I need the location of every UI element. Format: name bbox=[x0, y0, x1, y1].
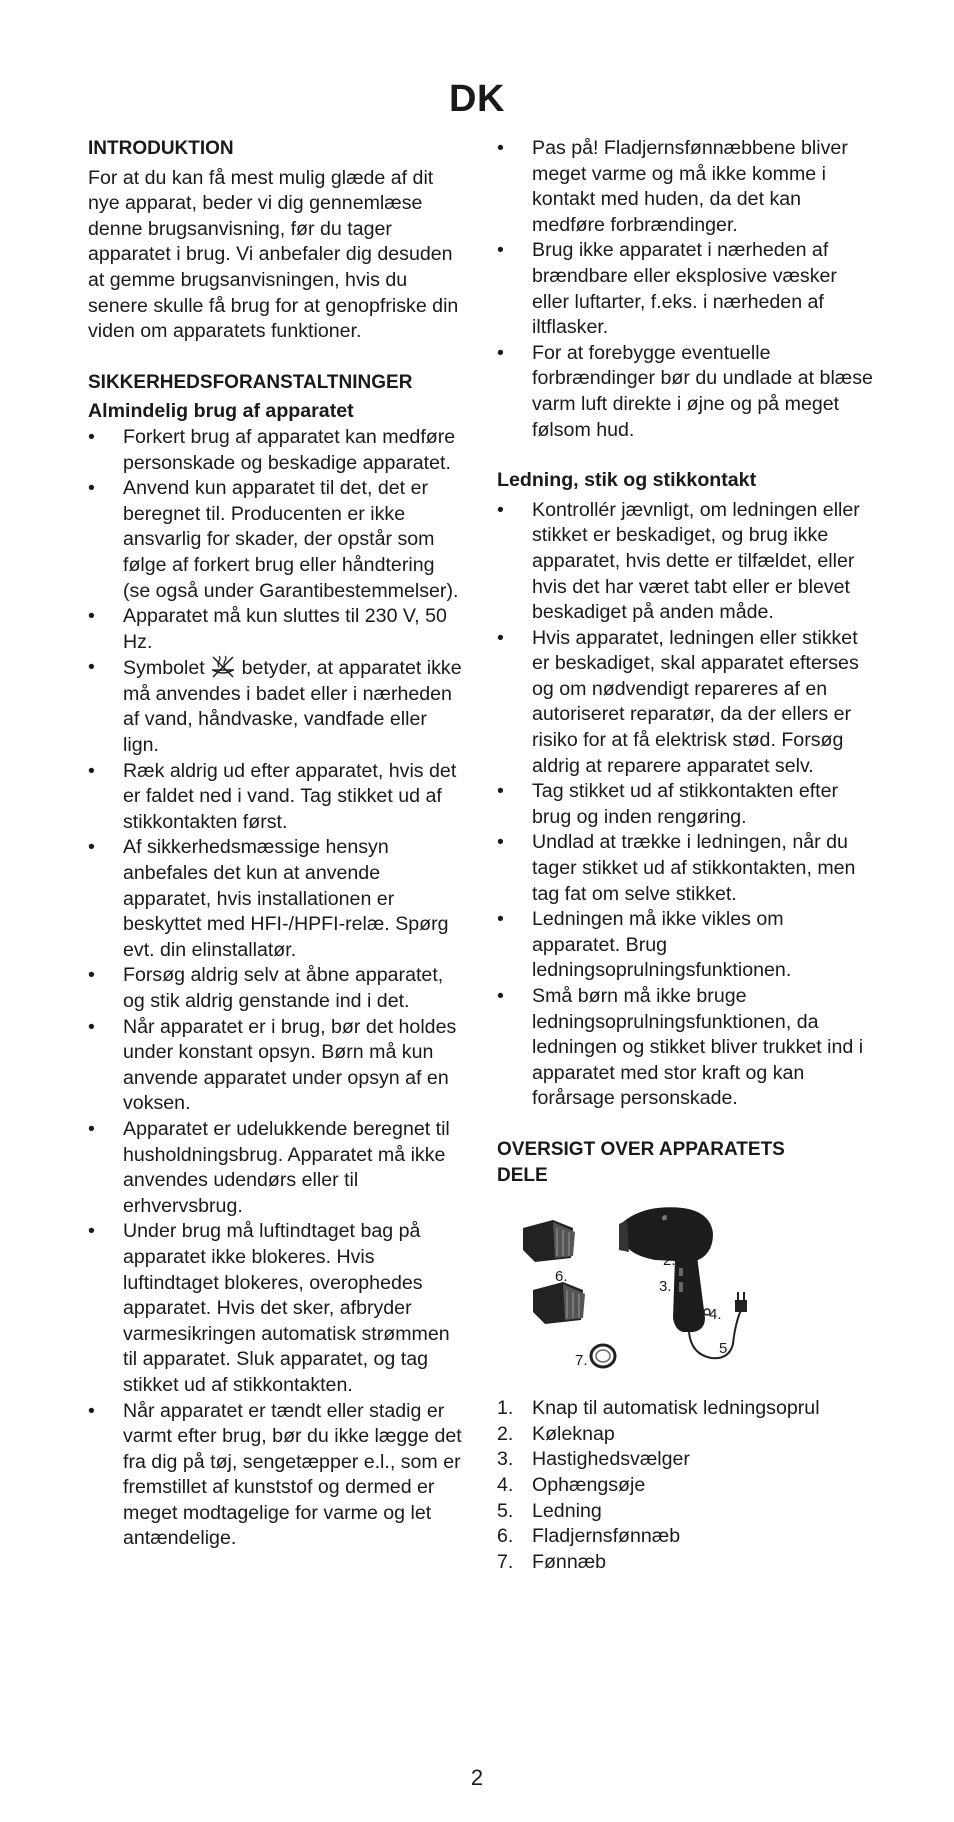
list-item: 3. Hastighedsvælger bbox=[497, 1448, 690, 1471]
bullet-icon: • bbox=[88, 1117, 95, 1140]
list-item: 4. Ophængsøje bbox=[497, 1473, 646, 1496]
cord-heading: Ledning, stik og stikkontakt bbox=[497, 469, 757, 492]
list-item: • Apparatet er udelukkende beregnet til husholdningsbrug. Apparatet må ikke anvendes udendørs eller til erhvervsbrug. bbox=[88, 1117, 450, 1217]
list-item: • Under brug må luftindtaget bag på apparatet ikke blokeres. Hvis luftindtaget blokeres, overophedes apparatet. Hvis det sker, afbryder varmesikringen automatisk strømmen til apparatet. Sluk apparatet, og tag stikket ud af stikkontakten. bbox=[88, 1220, 450, 1396]
list-item: • For at forebygge eventuelle forbrændinger bør du undlade at blæse varm luft direkte i øjne og på meget følsom hud. bbox=[497, 341, 873, 441]
list-item: • Anvend kun apparatet til det, det er beregnet til. Producenten er ikke ansvarlig for skader, der opstår som følge af forkert brug eller håndtering (se også under Garantibestemmelser). bbox=[88, 477, 459, 602]
figure-label-2: 2. bbox=[663, 1252, 676, 1270]
intro-paragraph: For at du kan få mest mulig glæde af dit nye apparat, beder vi dig gennemlæse denne brugsanvisning, før du tager apparatet i brug. Vi anbefaler dig desuden at gemme brugsanvisningen, hvis du senere skulle få brug for at genopfriske din viden om apparatets funktioner. bbox=[88, 166, 459, 343]
bullet-icon: • bbox=[88, 1399, 95, 1422]
page-title: DK bbox=[449, 78, 505, 120]
bullet-icon: • bbox=[88, 759, 95, 782]
list-item: 6. Fladjernsfønnæb bbox=[497, 1525, 681, 1548]
list-item: • Undlad at trække i ledningen, når du tager stikket ud af stikkontakten, men tag fat om selve stikket. bbox=[497, 831, 856, 905]
figure-label-4: 4. bbox=[709, 1306, 722, 1324]
figure-label-7: 7. bbox=[575, 1352, 588, 1370]
figure-label-6: 6. bbox=[555, 1268, 568, 1286]
list-item: 7. Fønnæb bbox=[497, 1550, 607, 1573]
list-item: • Symbolet betyder, at apparatet ikke må anvendes i badet eller i nærheden af vand, håndvaske, vandfade eller lign. bbox=[88, 656, 462, 757]
general-use-subheading: Almindelig brug af apparatet bbox=[88, 400, 354, 423]
bullet-icon: • bbox=[497, 137, 504, 159]
bullet-icon: • bbox=[497, 626, 504, 649]
list-item: • Små børn må ikke bruge ledningsoprulningsfunktionen, da ledningen og stikket bliver trukket ind i apparatet med stor kraft og kan forårsage personskade. bbox=[497, 985, 864, 1110]
right-column bbox=[497, 136, 877, 1575]
nozzle-ring-image bbox=[591, 1345, 615, 1367]
intro-heading: INTRODUKTION bbox=[88, 138, 234, 159]
list-item: • Ræk aldrig ud efter apparatet, hvis det er faldet ned i vand. Tag stikket ud af stikkontakten først. bbox=[88, 759, 457, 833]
bullet-icon: • bbox=[88, 836, 95, 859]
bullet-icon: • bbox=[88, 1015, 95, 1038]
safety-heading: SIKKERHEDSFORANSTALTNINGER bbox=[88, 371, 413, 393]
list-item: • Tag stikket ud af stikkontakten efter brug og inden rengøring. bbox=[497, 780, 839, 828]
flat-iron-nozzle-image bbox=[523, 1220, 575, 1262]
list-item: 5. Ledning bbox=[497, 1499, 602, 1522]
list-item: 2. Køleknap bbox=[497, 1422, 615, 1445]
no-bath-icon bbox=[210, 655, 236, 679]
left-column bbox=[88, 136, 463, 1552]
bullet-icon: • bbox=[497, 780, 504, 803]
list-item: • Hvis apparatet, ledningen eller stikket er beskadiget, skal apparatet efterses og om nødvendigt repareres af en autoriseret reparatør, da der ellers er risiko for at få elektrisk stød. Forsøg aldrig at reparere apparatet selv. bbox=[497, 626, 859, 777]
list-item: • Forkert brug af apparatet kan medføre personskade og beskadige apparatet. bbox=[88, 425, 456, 474]
figure-label-1: 1. bbox=[663, 1208, 676, 1226]
bullet-icon: • bbox=[88, 656, 95, 679]
figure-label-5: 5. bbox=[719, 1340, 732, 1358]
list-item: • Forsøg aldrig selv at åbne apparatet, og stik aldrig genstande ind i det. bbox=[88, 964, 444, 1012]
figure-label-3: 3. bbox=[659, 1278, 672, 1296]
parts-heading: OVERSIGT OVER APPARATETS DELE bbox=[497, 1138, 785, 1186]
bullet-icon: • bbox=[497, 908, 504, 931]
bullet-icon: • bbox=[88, 425, 95, 448]
bullet-icon: • bbox=[497, 341, 504, 364]
list-item: • Når apparatet er tændt eller stadig er varmt efter brug, bør du ikke lægge det fra dig på tøj, sengetæpper e.l., som er fremstillet af kunststof og dermed er meget modtagelige for varme og let antændelige. bbox=[88, 1399, 462, 1550]
list-item: 1. Knap til automatisk ledningsoprul bbox=[497, 1397, 820, 1420]
list-item: • Brug ikke apparatet i nærheden af brændbare eller eksplosive væsker eller luftarter, f.eks. i nærheden af iltflasker. bbox=[497, 239, 837, 339]
cord-safety-list bbox=[497, 498, 877, 1112]
bullet-icon: • bbox=[497, 239, 504, 262]
bullet-icon: • bbox=[88, 1220, 95, 1243]
bullet-icon: • bbox=[497, 985, 504, 1007]
list-item: • Kontrollér jævnligt, om ledningen eller stikket er beskadiget, og brug ikke apparatet, hvis dette er tilfældet, eller hvis det har været tabt eller er blevet beskadiget på anden måde. bbox=[497, 498, 860, 624]
bullet-icon: • bbox=[497, 498, 504, 521]
parts-list bbox=[497, 1396, 877, 1575]
bullet-icon: • bbox=[88, 605, 95, 628]
bullet-icon: • bbox=[88, 964, 95, 987]
bullet-icon: • bbox=[88, 477, 95, 500]
parts-figure bbox=[515, 1198, 815, 1378]
list-item: • Når apparatet er i brug, bør det holdes under konstant opsyn. Børn må kun anvende apparatet under opsyn af en voksen. bbox=[88, 1015, 457, 1115]
list-item: • Pas på! Fladjernsfønnæbbene bliver meget varme og må ikke komme i kontakt med huden, da det kan medføre forbrændinger. bbox=[497, 137, 848, 236]
heat-safety-list bbox=[497, 136, 877, 443]
general-safety-list bbox=[88, 425, 463, 1552]
page-number: 2 bbox=[470, 1765, 484, 1790]
bullet-icon: • bbox=[497, 831, 504, 854]
list-item: • Ledningen må ikke vikles om apparatet. Brug ledningsoprulningsfunktionen. bbox=[497, 908, 792, 982]
list-item: • Af sikkerhedsmæssige hensyn anbefales det kun at anvende apparatet, hvis installationen er beskyttet med HFI-/HPFI-relæ. Spørg evt. din elinstallatør. bbox=[88, 836, 449, 961]
list-item: • Apparatet må kun sluttes til 230 V, 50 Hz. bbox=[88, 605, 447, 653]
